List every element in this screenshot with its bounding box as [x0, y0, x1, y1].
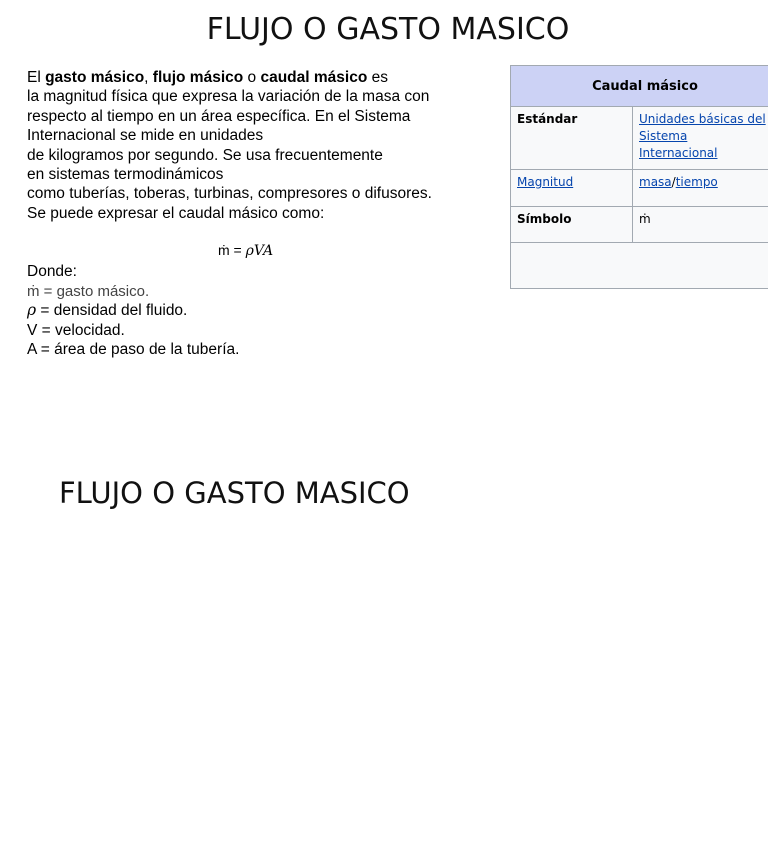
slash-separator: /: [671, 175, 676, 189]
paragraph-line-3: respecto al tiempo en un área específica. En el Sistema: [27, 107, 411, 125]
link-magnitud[interactable]: Magnitud: [517, 175, 574, 189]
density-text: = densidad del fluido.: [36, 302, 188, 320]
variable-definitions: [27, 262, 239, 360]
slide-title: FLUJO O GASTO MASICO: [206, 12, 570, 47]
text-segment: es: [367, 69, 388, 86]
infobox-row-magnitud: [511, 170, 768, 207]
rho-symbol: ρ: [27, 301, 37, 320]
infobox-label-estandar: Estándar: [511, 107, 633, 170]
paragraph-line-2: la magnitud física que expresa la variación de la masa con: [27, 88, 430, 106]
infobox-label-magnitud: [511, 170, 633, 207]
paragraph-line-7: como tuberías, toberas, turbinas, compresores o difusores.: [27, 185, 432, 203]
intro-paragraph: [27, 68, 467, 223]
paragraph-line-1: [27, 68, 467, 87]
infobox-value-simbolo: ṁ: [633, 207, 768, 243]
formula-lhs: ṁ =: [218, 242, 246, 258]
infobox-caudal-masico: [510, 65, 768, 289]
paragraph-line-8: Se puede expresar el caudal másico como:: [27, 204, 325, 222]
link-tiempo[interactable]: tiempo: [675, 175, 718, 189]
mass-flow-formula: [218, 242, 273, 259]
slide-2-title: FLUJO O GASTO MASICO: [59, 476, 410, 510]
formula-rhs: ρVA: [245, 243, 274, 259]
link-text-line-1: Unidades básicas del: [639, 112, 766, 126]
infobox-row-estandar: [511, 107, 768, 170]
definition-density: [27, 301, 239, 321]
infobox-label-simbolo: Símbolo: [511, 207, 633, 243]
paragraph-line-4: Internacional se mide en unidades: [27, 127, 264, 145]
link-unidades-basicas[interactable]: [639, 112, 766, 160]
infobox-value-magnitud: [633, 170, 768, 207]
text-segment: ,: [144, 69, 153, 86]
paragraph-line-5: de kilogramos por segundo. Se usa frecuentemente: [27, 146, 383, 164]
definition-velocity: V = velocidad.: [27, 321, 125, 339]
infobox-row-simbolo: [511, 207, 768, 243]
definitions-heading: Donde:: [27, 263, 77, 280]
infobox-row-empty: [511, 243, 768, 289]
definition-area: A = área de paso de la tubería.: [27, 341, 240, 359]
bold-term-caudal-masico: caudal másico: [260, 69, 368, 86]
bold-term-gasto-masico: gasto másico: [45, 69, 145, 86]
definition-mass-flow: ṁ = gasto másico.: [27, 282, 150, 300]
text-segment: o: [243, 69, 261, 86]
link-masa[interactable]: masa: [639, 175, 672, 189]
bold-term-flujo-masico: flujo másico: [152, 69, 244, 86]
infobox-value-estandar: [633, 107, 768, 170]
paragraph-line-6: en sistemas termodinámicos: [27, 166, 224, 184]
infobox-header: Caudal másico: [511, 66, 768, 107]
text-segment: El: [27, 69, 46, 86]
link-text-line-2: Sistema: [639, 129, 688, 143]
link-text-line-3: Internacional: [639, 146, 718, 160]
infobox-empty-cell: [511, 243, 768, 289]
